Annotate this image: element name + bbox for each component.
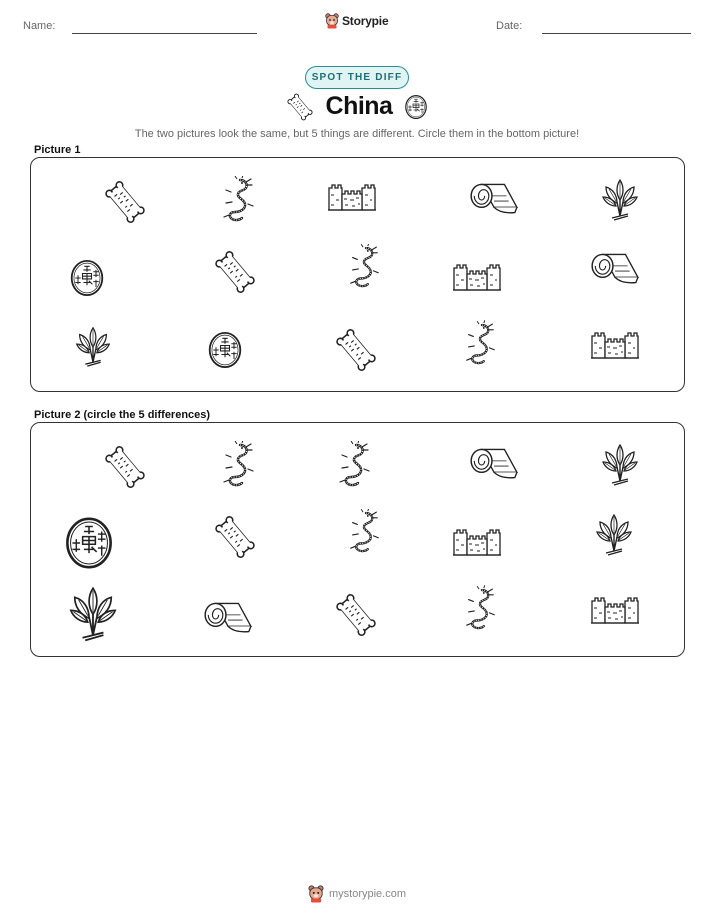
- scroll-icon[interactable]: [103, 445, 147, 489]
- picture-1-panel: [30, 157, 685, 392]
- scroll-icon: [334, 328, 378, 372]
- name-field[interactable]: [72, 33, 257, 34]
- title-row: [0, 92, 714, 121]
- tea-leaves-icon: [599, 176, 641, 222]
- brand-logo: [325, 13, 388, 29]
- name-label: Name:: [23, 20, 56, 32]
- activity-badge: [305, 66, 409, 89]
- bear-mascot-icon: [325, 13, 339, 29]
- rolled-silk-icon[interactable]: [201, 595, 253, 641]
- page-title: China: [325, 92, 393, 120]
- brand-name: Storypie: [342, 14, 389, 28]
- picture-2-panel[interactable]: [30, 422, 685, 657]
- instructions: The two pictures look the same, but 5 things are different. Circle them in the bottom picture!: [134, 128, 580, 140]
- badge-label: SPOT THE DIFF: [311, 72, 403, 83]
- tea-leaves-icon: [71, 324, 115, 368]
- picture-2-label: Picture 2 (circle the 5 differences): [34, 409, 211, 421]
- dragon-icon[interactable]: [332, 441, 376, 491]
- picture-1-label: Picture 1: [34, 144, 81, 156]
- tea-leaves-icon[interactable]: [65, 583, 121, 643]
- rolled-silk-icon: [467, 176, 519, 222]
- rolled-silk-icon: [588, 246, 640, 292]
- tea-leaves-icon[interactable]: [599, 441, 641, 487]
- bear-mascot-icon: [308, 885, 324, 903]
- dragon-icon[interactable]: [345, 509, 383, 557]
- date-label: Date:: [496, 20, 523, 32]
- scroll-icon: [213, 250, 257, 294]
- dragon-icon: [461, 320, 499, 370]
- great-wall-icon: [452, 260, 502, 294]
- dragon-icon: [345, 244, 383, 292]
- great-wall-icon: [590, 328, 640, 362]
- scroll-icon[interactable]: [213, 515, 257, 559]
- scroll-icon: [286, 93, 314, 121]
- seal-icon: [207, 330, 243, 370]
- footer-url[interactable]: mystorypie.com: [328, 888, 407, 900]
- scroll-icon[interactable]: [334, 593, 378, 637]
- great-wall-icon[interactable]: [590, 593, 640, 627]
- footer: [0, 885, 714, 903]
- great-wall-icon[interactable]: [452, 525, 502, 559]
- date-field[interactable]: [542, 33, 691, 34]
- seal-icon: [69, 258, 105, 298]
- dragon-icon: [216, 176, 260, 226]
- tea-leaves-icon[interactable]: [593, 511, 635, 557]
- great-wall-icon: [327, 180, 377, 214]
- rolled-silk-icon[interactable]: [467, 441, 519, 487]
- seal-icon: [404, 93, 428, 121]
- dragon-icon[interactable]: [216, 441, 260, 491]
- scroll-icon: [103, 180, 147, 224]
- seal-icon[interactable]: [61, 515, 117, 571]
- dragon-icon[interactable]: [461, 585, 499, 635]
